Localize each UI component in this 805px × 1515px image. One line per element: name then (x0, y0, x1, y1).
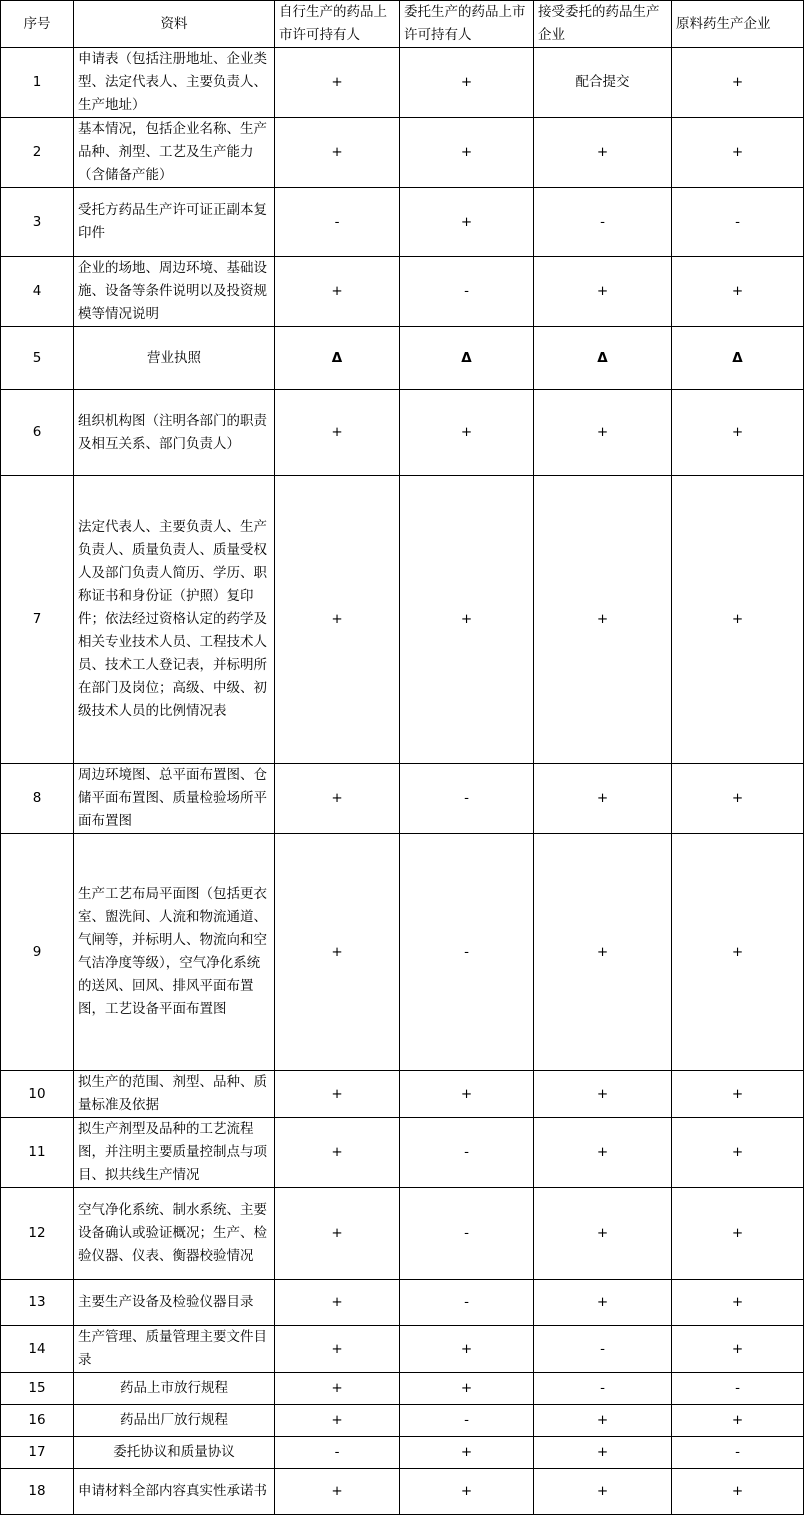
table-row (1, 1373, 804, 1405)
row-index: 15 (1, 1373, 74, 1405)
row-mark-api-manufacturer: + (672, 48, 804, 118)
table-row (1, 764, 804, 834)
table-row (1, 476, 804, 764)
table-row (1, 834, 804, 1071)
row-mark-api-manufacturer: + (672, 118, 804, 188)
row-mark-entrusted-holder: - (400, 1118, 534, 1188)
table-row (1, 1280, 804, 1326)
row-mark-entrusted-holder: Δ (400, 327, 534, 390)
row-mark-self-holder: + (275, 476, 400, 764)
row-mark-contract-manufacturer: - (534, 188, 672, 257)
row-mark-api-manufacturer: + (672, 834, 804, 1071)
row-material: 基本情况，包括企业名称、生产品种、剂型、工艺及生产能力（含储备产能） (74, 118, 275, 188)
row-material: 受托方药品生产许可证正副本复印件 (74, 188, 275, 257)
row-mark-entrusted-holder: + (400, 188, 534, 257)
row-mark-self-holder: + (275, 1188, 400, 1280)
row-mark-contract-manufacturer: + (534, 1188, 672, 1280)
row-mark-self-holder: + (275, 1280, 400, 1326)
row-material: 申请材料全部内容真实性承诺书 (74, 1469, 275, 1515)
row-mark-self-holder: + (275, 1118, 400, 1188)
row-mark-self-holder: + (275, 1373, 400, 1405)
row-mark-contract-manufacturer: + (534, 1437, 672, 1469)
row-mark-contract-manufacturer: + (534, 1469, 672, 1515)
row-mark-entrusted-holder: - (400, 1280, 534, 1326)
row-material: 周边环境图、总平面布置图、仓储平面布置图、质量检验场所平面布置图 (74, 764, 275, 834)
row-index: 16 (1, 1405, 74, 1437)
row-index: 12 (1, 1188, 74, 1280)
row-mark-self-holder: + (275, 834, 400, 1071)
row-index: 5 (1, 327, 74, 390)
row-material: 空气净化系统、制水系统、主要设备确认或验证概况；生产、检验仪器、仪表、衡器校验情况 (74, 1188, 275, 1280)
table-row (1, 1188, 804, 1280)
row-mark-contract-manufacturer: + (534, 476, 672, 764)
row-index: 13 (1, 1280, 74, 1326)
row-mark-api-manufacturer: + (672, 1405, 804, 1437)
row-mark-api-manufacturer: + (672, 1469, 804, 1515)
row-mark-contract-manufacturer: - (534, 1373, 672, 1405)
table-row (1, 390, 804, 476)
row-mark-entrusted-holder: - (400, 764, 534, 834)
row-mark-contract-manufacturer: + (534, 1118, 672, 1188)
row-mark-entrusted-holder: - (400, 834, 534, 1071)
table-row (1, 1326, 804, 1373)
row-index: 14 (1, 1326, 74, 1373)
row-mark-api-manufacturer: + (672, 1280, 804, 1326)
row-material: 生产管理、质量管理主要文件目录 (74, 1326, 275, 1373)
row-mark-entrusted-holder: + (400, 390, 534, 476)
row-material: 拟生产的范围、剂型、品种、质量标准及依据 (74, 1071, 275, 1118)
header-material: 资料 (74, 1, 275, 48)
row-mark-contract-manufacturer: + (534, 1280, 672, 1326)
header-contract-manufacturer: 接受委托的药品生产企业 (534, 1, 672, 48)
row-mark-api-manufacturer: - (672, 1373, 804, 1405)
row-index: 10 (1, 1071, 74, 1118)
row-mark-api-manufacturer: + (672, 476, 804, 764)
table-row (1, 48, 804, 118)
row-mark-api-manufacturer: - (672, 188, 804, 257)
header-api-manufacturer: 原料药生产企业 (672, 1, 804, 48)
row-mark-entrusted-holder: + (400, 1469, 534, 1515)
header-entrusted-production-holder: 委托生产的药品上市许可持有人 (400, 1, 534, 48)
row-mark-contract-manufacturer: Δ (534, 327, 672, 390)
row-index: 2 (1, 118, 74, 188)
header-row (1, 1, 804, 48)
table-row (1, 257, 804, 327)
row-mark-contract-manufacturer: 配合提交 (534, 48, 672, 118)
row-index: 1 (1, 48, 74, 118)
row-index: 9 (1, 834, 74, 1071)
row-mark-contract-manufacturer: + (534, 764, 672, 834)
row-index: 7 (1, 476, 74, 764)
table-row (1, 327, 804, 390)
row-mark-api-manufacturer: + (672, 1071, 804, 1118)
row-material: 生产工艺布局平面图（包括更衣室、盥洗间、人流和物流通道、气闸等，并标明人、物流向和空气洁净度等级），空气净化系统的送风、回风、排风平面布置图，工艺设备平面布置图 (74, 834, 275, 1071)
row-mark-entrusted-holder: - (400, 1405, 534, 1437)
row-mark-contract-manufacturer: + (534, 1071, 672, 1118)
row-mark-api-manufacturer: + (672, 1188, 804, 1280)
row-mark-contract-manufacturer: + (534, 834, 672, 1071)
row-mark-self-holder: + (275, 1469, 400, 1515)
row-mark-entrusted-holder: + (400, 1326, 534, 1373)
row-mark-self-holder: + (275, 118, 400, 188)
row-mark-self-holder: + (275, 764, 400, 834)
row-mark-api-manufacturer: + (672, 257, 804, 327)
row-mark-self-holder: + (275, 1071, 400, 1118)
row-mark-entrusted-holder: + (400, 48, 534, 118)
row-mark-self-holder: - (275, 1437, 400, 1469)
row-mark-entrusted-holder: - (400, 257, 534, 327)
header-self-production-holder: 自行生产的药品上市许可持有人 (275, 1, 400, 48)
row-material: 法定代表人、主要负责人、生产负责人、质量负责人、质量受权人及部门负责人简历、学历、职称证书和身份证（护照）复印件；依法经过资格认定的药学及相关专业技术人员、工程技术人员、技术工人登记表，并标明所在部门及岗位；高级、中级、初级技术人员的比例情况表 (74, 476, 275, 764)
row-mark-contract-manufacturer: + (534, 390, 672, 476)
table-row (1, 118, 804, 188)
row-mark-api-manufacturer: + (672, 764, 804, 834)
row-mark-self-holder: + (275, 1326, 400, 1373)
row-material: 委托协议和质量协议 (74, 1437, 275, 1469)
row-mark-entrusted-holder: + (400, 1071, 534, 1118)
row-material: 药品上市放行规程 (74, 1373, 275, 1405)
row-mark-api-manufacturer: - (672, 1437, 804, 1469)
row-mark-api-manufacturer: + (672, 390, 804, 476)
row-index: 3 (1, 188, 74, 257)
row-mark-self-holder: + (275, 1405, 400, 1437)
row-mark-entrusted-holder: + (400, 1373, 534, 1405)
row-mark-api-manufacturer: Δ (672, 327, 804, 390)
table-row (1, 1405, 804, 1437)
row-mark-api-manufacturer: + (672, 1326, 804, 1373)
row-mark-api-manufacturer: + (672, 1118, 804, 1188)
row-index: 11 (1, 1118, 74, 1188)
header-index: 序号 (1, 1, 74, 48)
row-index: 8 (1, 764, 74, 834)
table-row (1, 1071, 804, 1118)
row-mark-self-holder: - (275, 188, 400, 257)
row-mark-entrusted-holder: + (400, 118, 534, 188)
row-material: 拟生产剂型及品种的工艺流程图，并注明主要质量控制点与项目、拟共线生产情况 (74, 1118, 275, 1188)
row-material: 企业的场地、周边环境、基础设施、设备等条件说明以及投资规模等情况说明 (74, 257, 275, 327)
row-mark-contract-manufacturer: + (534, 118, 672, 188)
table-row (1, 1437, 804, 1469)
row-material: 主要生产设备及检验仪器目录 (74, 1280, 275, 1326)
row-mark-contract-manufacturer: + (534, 1405, 672, 1437)
row-index: 4 (1, 257, 74, 327)
row-mark-self-holder: + (275, 48, 400, 118)
row-mark-entrusted-holder: + (400, 476, 534, 764)
row-index: 17 (1, 1437, 74, 1469)
row-mark-entrusted-holder: - (400, 1188, 534, 1280)
row-mark-entrusted-holder: + (400, 1437, 534, 1469)
table-row (1, 188, 804, 257)
row-mark-self-holder: + (275, 257, 400, 327)
row-mark-self-holder: Δ (275, 327, 400, 390)
row-material: 营业执照 (74, 327, 275, 390)
row-material: 药品出厂放行规程 (74, 1405, 275, 1437)
row-material: 申请表（包括注册地址、企业类型、法定代表人、主要负责人、生产地址） (74, 48, 275, 118)
row-mark-contract-manufacturer: - (534, 1326, 672, 1373)
row-mark-contract-manufacturer: + (534, 257, 672, 327)
row-material: 组织机构图（注明各部门的职责及相互关系、部门负责人） (74, 390, 275, 476)
table-row (1, 1118, 804, 1188)
row-mark-self-holder: + (275, 390, 400, 476)
row-index: 18 (1, 1469, 74, 1515)
row-index: 6 (1, 390, 74, 476)
